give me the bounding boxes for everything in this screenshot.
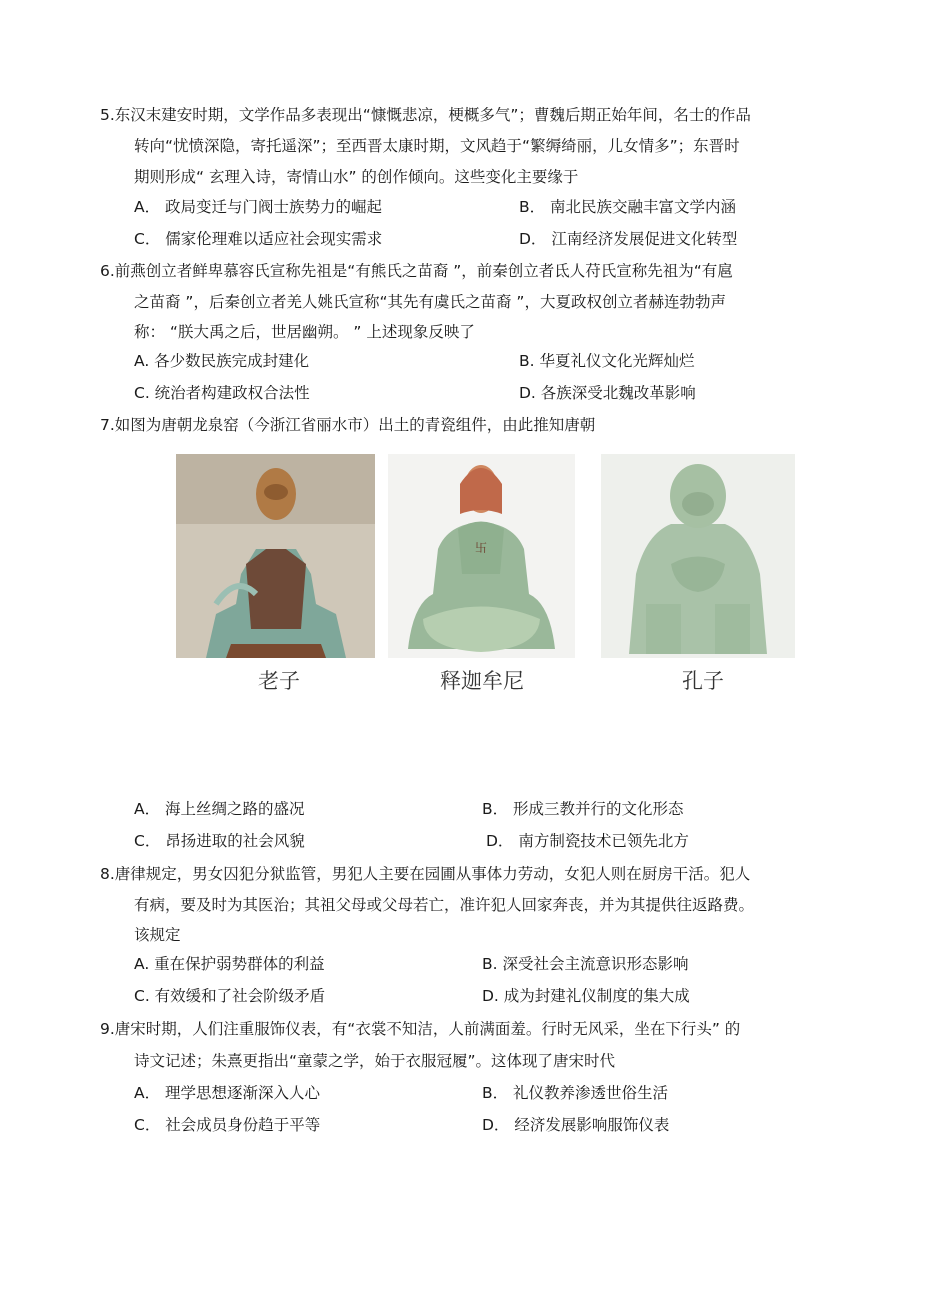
q6-stem-line-3: 称： “朕大禹之后，世居幽朔。 ” 上述现象反映了 bbox=[134, 323, 475, 341]
q9-option-d: D． 经济发展影响服饰仪表 bbox=[482, 1116, 670, 1134]
q7-option-b: B． 形成三教并行的文化形态 bbox=[482, 800, 684, 818]
laozi-statue-icon bbox=[176, 454, 375, 658]
q5-option-c: C． 儒家伦理难以适应社会现实需求 bbox=[134, 230, 383, 248]
q8-option-d: D. 成为封建礼仪制度的集大成 bbox=[482, 987, 690, 1005]
q5-option-d: D． 江南经济发展促进文化转型 bbox=[519, 230, 738, 248]
q8-stem-line-1: 8.唐律规定，男女囚犯分狱监管，男犯人主要在园圃从事体力劳动，女犯人则在厨房干活。犯人 bbox=[100, 865, 751, 883]
q8-stem-line-2: 有病，要及时为其医治；其祖父母或父母若亡，准许犯人回家奔丧，并为其提供往返路费。 bbox=[134, 896, 755, 914]
q8-option-c: C. 有效缓和了社会阶级矛盾 bbox=[134, 987, 326, 1005]
svg-text:卐: 卐 bbox=[474, 541, 488, 555]
laozi-statue-image bbox=[176, 454, 375, 658]
q8-option-b: B. 深受社会主流意识形态影响 bbox=[482, 955, 689, 973]
buddha-caption: 释迦牟尼 bbox=[440, 669, 524, 693]
q9-option-c: C． 社会成员身份趋于平等 bbox=[134, 1116, 321, 1134]
q5-option-b: B． 南北民族交融丰富文学内涵 bbox=[519, 198, 737, 216]
q9-option-a: A． 理学思想逐渐深入人心 bbox=[134, 1084, 321, 1102]
q8-stem-line-3: 该规定 bbox=[134, 926, 181, 944]
q8-option-a: A. 重在保护弱势群体的利益 bbox=[134, 955, 325, 973]
laozi-caption: 老子 bbox=[258, 669, 300, 693]
confucius-caption: 孔子 bbox=[682, 669, 724, 693]
buddha-statue-image bbox=[388, 454, 575, 658]
q6-stem-line-1: 6.前燕创立者鲜卑慕容氏宣称先祖是“有熊氏之苗裔 ”，前秦创立者氐人苻氏宣称先祖为“有扈 bbox=[100, 262, 733, 280]
q7-option-a: A． 海上丝绸之路的盛况 bbox=[134, 800, 305, 818]
q9-stem-line-1: 9.唐宋时期，人们注重服饰仪表，有“衣裳不知洁，人前满面羞。行时无风采，坐在下行头” 的 bbox=[100, 1020, 741, 1038]
q9-option-b: B． 礼仪教养渗透世俗生活 bbox=[482, 1084, 669, 1102]
q7-option-c: C． 昂扬进取的社会风貌 bbox=[134, 832, 305, 850]
q5-stem-line-1: 5.东汉末建安时期，文学作品多表现出“慷慨悲凉，梗概多气”；曹魏后期正始年间，名士的作品 bbox=[100, 106, 751, 124]
confucius-statue-image bbox=[601, 454, 795, 658]
q7-option-d: D． 南方制瓷技术已领先北方 bbox=[486, 832, 689, 850]
q5-option-a: A． 政局变迁与门阀士族势力的崛起 bbox=[134, 198, 383, 216]
q5-stem-line-2: 转向“忧愤深隐，寄托遥深”；至西晋太康时期，文风趋于“繁缛绮丽，儿女情多”；东晋时 bbox=[134, 137, 740, 155]
q5-stem-line-3: 期则形成“ 玄理入诗，寄情山水” 的创作倾向。这些变化主要缘于 bbox=[134, 168, 579, 186]
q6-option-b: B. 华夏礼仪文化光辉灿烂 bbox=[519, 352, 695, 370]
q7-stem-line-1: 7.如图为唐朝龙泉窑（今浙江省丽水市）出土的青瓷组件，由此推知唐朝 bbox=[100, 416, 596, 434]
q6-option-d: D. 各族深受北魏改革影响 bbox=[519, 384, 696, 402]
q6-option-c: C. 统治者构建政权合法性 bbox=[134, 384, 310, 402]
q9-stem-line-2: 诗文记述；朱熹更指出“童蒙之学，始于衣服冠履”。这体现了唐宋时代 bbox=[134, 1052, 616, 1070]
q6-stem-line-2: 之苗裔 ”，后秦创立者羌人姚氏宣称“其先有虞氏之苗裔 ”，大夏政权创立者赫连勃勃声 bbox=[134, 293, 726, 311]
buddha-statue-icon bbox=[388, 454, 575, 658]
q6-option-a: A. 各少数民族完成封建化 bbox=[134, 352, 310, 370]
confucius-statue-icon bbox=[601, 454, 795, 658]
